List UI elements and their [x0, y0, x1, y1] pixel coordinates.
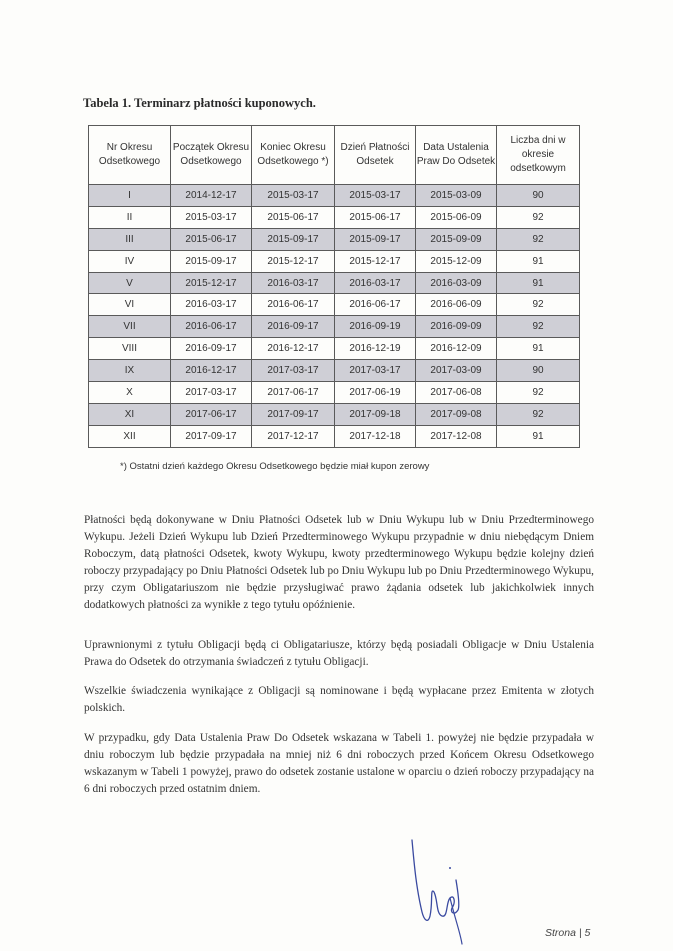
cell-payment-day: 2017-06-19 — [335, 382, 416, 404]
cell-record-date: 2017-12-08 — [416, 425, 497, 447]
cell-period-number: VII — [89, 316, 171, 338]
cell-payment-day: 2016-09-19 — [335, 316, 416, 338]
header-period-end: Koniec Okresu Odsetkowego *) — [252, 126, 335, 185]
cell-period-start: 2016-09-17 — [171, 338, 252, 360]
table-row — [89, 250, 580, 272]
cell-record-date: 2017-09-08 — [416, 403, 497, 425]
cell-period-start: 2016-03-17 — [171, 294, 252, 316]
cell-record-date: 2015-12-09 — [416, 250, 497, 272]
cell-period-end: 2016-03-17 — [252, 272, 335, 294]
cell-period-number: IV — [89, 250, 171, 272]
cell-period-start: 2014-12-17 — [171, 185, 252, 207]
cell-payment-day: 2016-03-17 — [335, 272, 416, 294]
table-title: Tabela 1. Terminarz płatności kuponowych. — [83, 96, 316, 110]
handwritten-signature — [400, 832, 480, 947]
cell-record-date: 2016-03-09 — [416, 272, 497, 294]
cell-period-number: I — [89, 185, 171, 207]
cell-record-date: 2015-03-09 — [416, 185, 497, 207]
cell-payment-day: 2017-09-18 — [335, 403, 416, 425]
header-record-date: Data Ustalenia Praw Do Odsetek — [416, 126, 497, 185]
cell-period-end: 2015-09-17 — [252, 228, 335, 250]
cell-record-date: 2016-09-09 — [416, 316, 497, 338]
cell-record-date: 2015-06-09 — [416, 206, 497, 228]
cell-period-number: VI — [89, 294, 171, 316]
table-row — [89, 360, 580, 382]
table-footnote: *) Ostatni dzień każdego Okresu Odsetkowego będzie miał kupon zerowy — [120, 461, 430, 472]
cell-days-count: 90 — [497, 360, 580, 382]
cell-payment-day: 2017-12-18 — [335, 425, 416, 447]
paragraph-currency: Wszelkie świadczenia wynikające z Obligacji są nominowane i będą wypłacane przez Emitenta w złotych polskich. — [84, 685, 594, 714]
cell-period-end: 2017-06-17 — [252, 382, 335, 404]
cell-period-start: 2015-06-17 — [171, 228, 252, 250]
header-days-count: Liczba dni w okresie odsetkowym — [497, 126, 580, 185]
cell-days-count: 90 — [497, 185, 580, 207]
cell-period-end: 2015-03-17 — [252, 185, 335, 207]
cell-days-count: 92 — [497, 228, 580, 250]
cell-period-number: XI — [89, 403, 171, 425]
cell-days-count: 91 — [497, 425, 580, 447]
table-row — [89, 403, 580, 425]
table-row — [89, 294, 580, 316]
cell-period-start: 2015-12-17 — [171, 272, 252, 294]
cell-period-start: 2016-12-17 — [171, 360, 252, 382]
cell-period-end: 2016-06-17 — [252, 294, 335, 316]
table-row — [89, 206, 580, 228]
cell-period-number: II — [89, 206, 171, 228]
cell-record-date: 2017-03-09 — [416, 360, 497, 382]
table-row — [89, 228, 580, 250]
paragraph-payments: Płatności będą dokonywane w Dniu Płatności Odsetek lub w Dniu Wykupu lub w Dniu Przedterminowego Wykupu. Jeżeli Dzień Wykupu lub Dzień Przedterminowego Wykupu przypadnie w dniu niebędącym Dniem Roboczym, datą płatności Odsetek, kwoty Wykupu, kwoty przedterminowego Wykupu będzie kolejny dzień roboczy przypadający po Dniu Płatności Odsetek lub po Dniu Wykupu lub po Dniu Przedterminowego Wykupu, przy czym Obligatariuszom nie będzie przysługiwać prawo żądania odsetek lub jakichkolwiek innych dodatkowych płatności za wynikłe z tego tytułu opóźnienie. — [84, 514, 594, 611]
cell-period-start: 2016-06-17 — [171, 316, 252, 338]
header-payment-day: Dzień Płatności Odsetek — [335, 126, 416, 185]
table-row — [89, 382, 580, 404]
cell-period-number: V — [89, 272, 171, 294]
cell-record-date: 2016-06-09 — [416, 294, 497, 316]
cell-period-end: 2015-06-17 — [252, 206, 335, 228]
cell-period-end: 2016-09-17 — [252, 316, 335, 338]
cell-days-count: 92 — [497, 403, 580, 425]
paragraph-entitled: Uprawnionymi z tytułu Obligacji będą ci Obligatariusze, którzy będą posiadali Obligacje w Dniu Ustalenia Prawa do Odsetek do otrzymania świadczeń z tytułu Obligacji. — [84, 639, 594, 668]
cell-period-start: 2017-06-17 — [171, 403, 252, 425]
cell-period-start: 2015-03-17 — [171, 206, 252, 228]
cell-period-end: 2017-09-17 — [252, 403, 335, 425]
cell-period-number: VIII — [89, 338, 171, 360]
cell-period-number: III — [89, 228, 171, 250]
cell-days-count: 92 — [497, 316, 580, 338]
paragraph-record-date-rule: W przypadku, gdy Data Ustalenia Praw Do Odsetek wskazana w Tabeli 1. powyżej nie będzie przypadała w dniu roboczym lub będzie przypadała na mniej niż 6 dni roboczych przed Końcem Okresu Odsetkowego wskazanym w Tabeli 1 powyżej, prawo do odsetek zostanie ustalone w oparciu o dzień roboczy przypadający na 6 dni roboczych przed ostatnim dniem. — [84, 732, 594, 795]
cell-period-end: 2017-03-17 — [252, 360, 335, 382]
cell-payment-day: 2016-06-17 — [335, 294, 416, 316]
cell-days-count: 91 — [497, 338, 580, 360]
cell-payment-day: 2017-03-17 — [335, 360, 416, 382]
cell-days-count: 91 — [497, 250, 580, 272]
cell-record-date: 2016-12-09 — [416, 338, 497, 360]
cell-days-count: 91 — [497, 272, 580, 294]
cell-period-end: 2015-12-17 — [252, 250, 335, 272]
cell-payment-day: 2015-06-17 — [335, 206, 416, 228]
table-row — [89, 338, 580, 360]
table-row — [89, 425, 580, 447]
cell-period-start: 2017-09-17 — [171, 425, 252, 447]
coupon-schedule-table — [88, 125, 580, 448]
table-row — [89, 272, 580, 294]
table-row — [89, 185, 580, 207]
cell-period-end: 2016-12-17 — [252, 338, 335, 360]
cell-period-number: IX — [89, 360, 171, 382]
cell-days-count: 92 — [497, 382, 580, 404]
page-number: Strona | 5 — [545, 927, 591, 939]
header-period-start: Początek Okresu Odsetkowego — [171, 126, 252, 185]
cell-record-date: 2015-09-09 — [416, 228, 497, 250]
cell-period-number: X — [89, 382, 171, 404]
cell-payment-day: 2016-12-19 — [335, 338, 416, 360]
header-period-number: Nr Okresu Odsetkowego — [89, 126, 171, 185]
cell-period-start: 2015-09-17 — [171, 250, 252, 272]
cell-payment-day: 2015-09-17 — [335, 228, 416, 250]
cell-period-end: 2017-12-17 — [252, 425, 335, 447]
cell-period-start: 2017-03-17 — [171, 382, 252, 404]
cell-period-number: XII — [89, 425, 171, 447]
cell-payment-day: 2015-03-17 — [335, 185, 416, 207]
cell-payment-day: 2015-12-17 — [335, 250, 416, 272]
table-row — [89, 316, 580, 338]
cell-days-count: 92 — [497, 294, 580, 316]
cell-record-date: 2017-06-08 — [416, 382, 497, 404]
table-header-row — [89, 126, 580, 185]
cell-days-count: 92 — [497, 206, 580, 228]
